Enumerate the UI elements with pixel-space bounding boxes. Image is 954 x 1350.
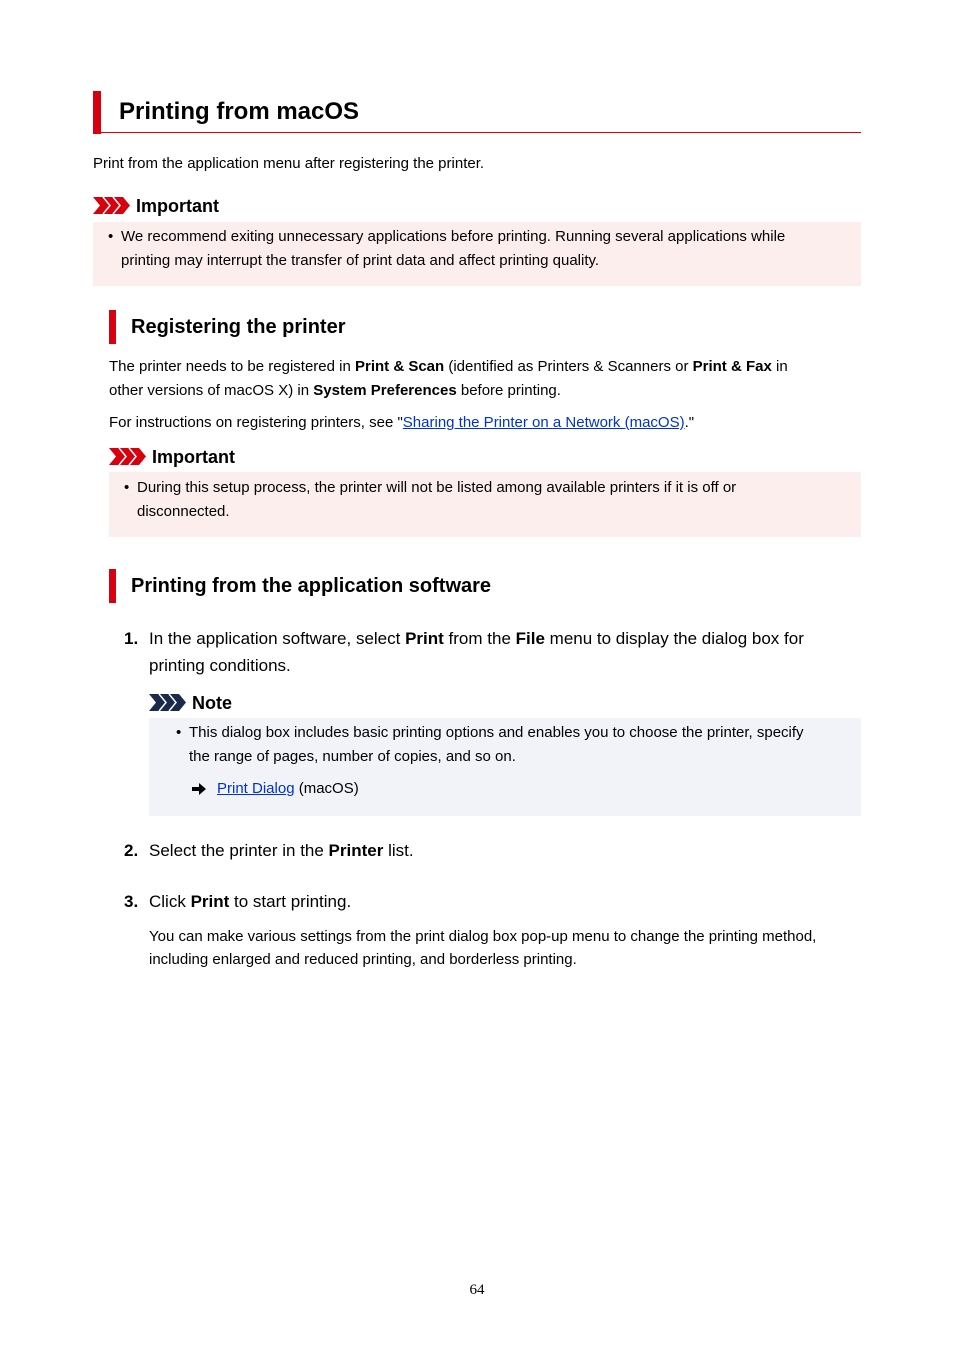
register-paragraph-line1: The printer needs to be registered in Print & Scan (identified as Printers & Scanners or Print & Fax in — [109, 358, 788, 375]
important-icon — [109, 448, 147, 465]
page-title: Printing from macOS — [119, 98, 360, 125]
step-number: 3. — [124, 892, 139, 911]
print-dialog-reference: Print Dialog (macOS) — [217, 780, 359, 797]
step-3-text: Click Print to start printing. — [149, 892, 352, 911]
important-box: • During this setup process, the printer will not be listed among available printers if it is off or disconnected. — [109, 472, 861, 537]
sharing-printer-link[interactable]: Sharing the Printer on a Network (macOS) — [402, 414, 685, 431]
important-heading: Important — [136, 196, 219, 216]
step-3-detail-line2: including enlarged and reduced printing, and borderless printing. — [149, 951, 577, 968]
section-accent-bar — [109, 310, 116, 344]
note-heading: Note — [192, 693, 232, 713]
step-1-line2: printing conditions. — [149, 656, 291, 675]
bullet: • — [108, 228, 114, 245]
note-icon — [149, 694, 187, 711]
note-box: • This dialog box includes basic printing options and enables you to choose the printer, specify the range of pages, number of copies, and so on. Print Dialog (macOS) — [149, 718, 861, 816]
step-number: 1. — [124, 629, 139, 648]
step-2-text: Select the printer in the Printer list. — [149, 841, 414, 860]
step-1-line1: In the application software, select Print from the File menu to display the dialog box for — [149, 629, 804, 648]
title-underline — [93, 132, 861, 133]
bullet: • — [176, 724, 182, 741]
title-accent-bar — [93, 91, 101, 134]
arrow-right-icon — [192, 783, 206, 795]
page-number: 64 — [469, 1282, 485, 1298]
important-icon — [93, 197, 131, 214]
register-paragraph-line2: other versions of macOS X) in System Preferences before printing. — [109, 382, 561, 399]
important-heading: Important — [152, 447, 235, 467]
step-number: 2. — [124, 841, 139, 860]
print-dialog-link[interactable]: Print Dialog — [217, 780, 295, 797]
register-instructions: For instructions on registering printers, see "Sharing the Printer on a Network (macOS)." — [109, 414, 695, 431]
important-box: • We recommend exiting unnecessary applications before printing. Running several applications while printing may interrupt the transfer of print data and affect printing quality. — [93, 222, 861, 286]
step-3-detail-line1: You can make various settings from the print dialog box pop-up menu to change the printing method, — [149, 928, 817, 945]
section-heading-print: Printing from the application software — [131, 575, 492, 597]
section-heading-register: Registering the printer — [131, 316, 346, 338]
bullet: • — [124, 479, 130, 496]
intro-text: Print from the application menu after registering the printer. — [93, 155, 485, 172]
section-accent-bar — [109, 569, 116, 603]
